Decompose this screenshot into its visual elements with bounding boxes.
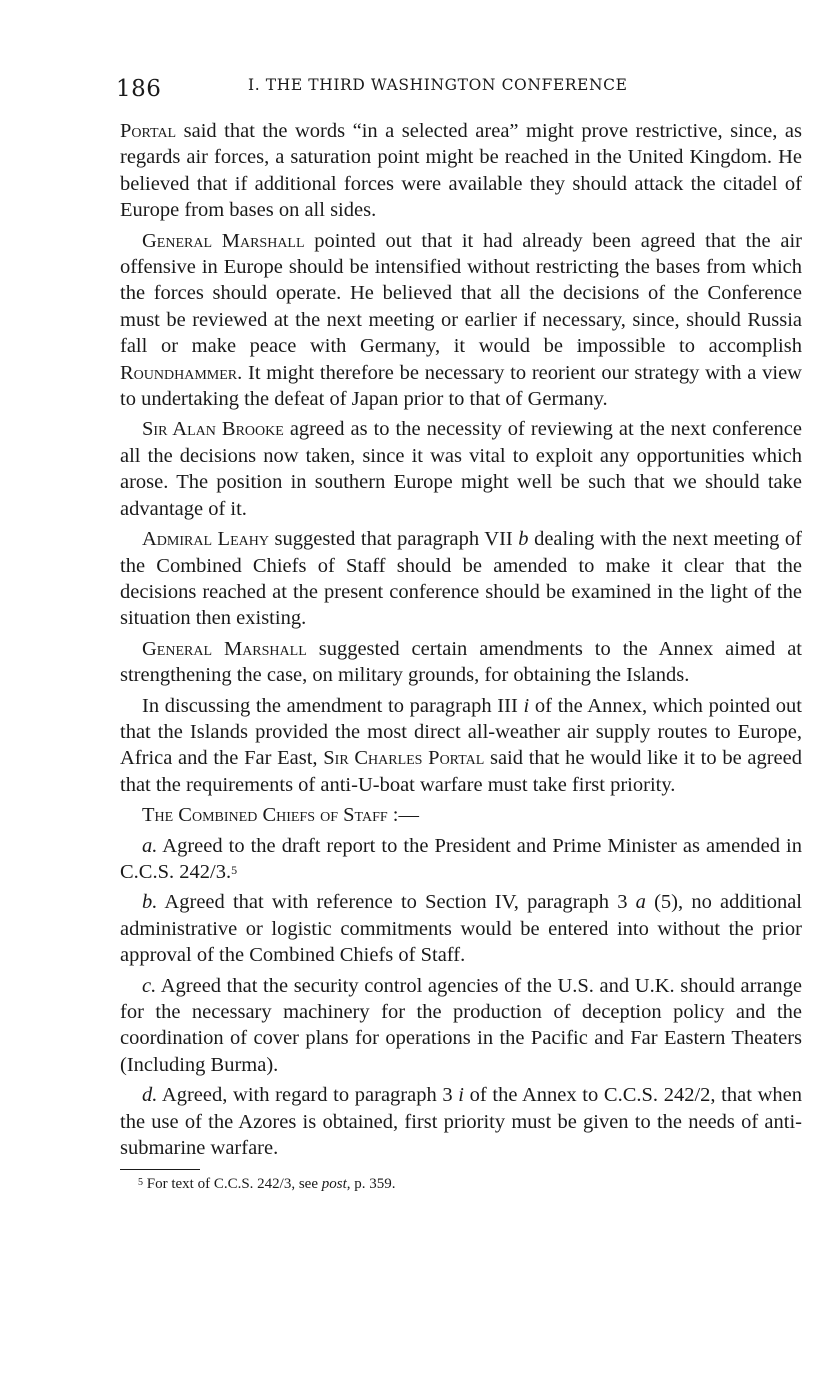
paragraph-ref: a — [635, 891, 646, 914]
paragraph-brooke — [120, 416, 802, 522]
speaker-name: Admiral Leahy — [142, 528, 269, 551]
body-text — [120, 118, 802, 1161]
paragraph-annex-discussion — [120, 693, 802, 799]
paragraph-text: said that he would like it to be agreed that the requirements of anti-U-boat warfare must take first priority. — [120, 747, 802, 796]
paragraph-text: Agreed, with regard to paragraph 3 — [157, 1084, 459, 1107]
paragraph-text: Agreed that the security control agencies of the U.S. and U.K. should arrange for the necessary machinery for the production of deception policy and the coordination of cover plans for operations in the Pacific and Far Eastern Theaters (Including Burma). — [120, 974, 802, 1076]
paragraph-text: dealing with the next meeting of the Combined Chiefs of Staff should be amended to make it clear that the decisions reached at the present conference should be examined in the light of the situation then existing. — [120, 528, 802, 630]
paragraph-leahy — [120, 526, 802, 632]
paragraph-ref: i — [458, 1084, 464, 1107]
decision-item-a — [120, 833, 802, 886]
speaker-name: General Marshall — [142, 229, 305, 252]
paragraph-text: Agreed to the draft report to the President and Prime Minister as amended in C.C.S. 242/3. — [120, 834, 802, 883]
page-header — [116, 74, 802, 108]
running-head: I. THE THIRD WASHINGTON CONFERENCE — [248, 76, 628, 94]
footnote-marker: 5 — [138, 1177, 143, 1189]
decision-item-d — [120, 1082, 802, 1161]
paragraph-ref: i — [523, 694, 530, 717]
speaker-name: Sir Charles Portal — [323, 747, 485, 770]
operation-codename: Roundhammer — [120, 361, 238, 384]
footnote-text: For text of C.C.S. 242/3, see — [143, 1176, 322, 1193]
paragraph-text: :— — [387, 804, 419, 827]
decision-item-c — [120, 973, 802, 1079]
paragraph-text: suggested certain amendments to the Annex aimed at strengthening the case, on military grounds, for obtaining the Islands. — [120, 637, 802, 687]
page-number: 186 — [116, 76, 162, 102]
paragraph-text: In discussing the amendment to paragraph III — [142, 694, 524, 717]
paragraph-ref: b — [518, 528, 529, 551]
paragraph-text: of the Annex to C.C.S. 242/2, that when the use of the Azores is obtained, first priority must be given to the needs of anti-submarine warfare. — [120, 1084, 802, 1160]
speaker-name: The Combined Chiefs of Staff — [142, 804, 388, 827]
footnote-text: , p. 359. — [346, 1176, 396, 1193]
item-label: d. — [142, 1084, 158, 1107]
paragraph-marshall-1 — [120, 228, 802, 413]
paragraph-text: said that the words “in a selected area” might prove restrictive, since, as regards air forces, a saturation point might be reached in the United Kingdom. He believed that if additional forces were available they should attack the citadel of Europe from bases on all sides. — [120, 120, 802, 222]
paragraph-text: . It might therefore be necessary to reorient our strategy with a view to undertaking the defeat of Japan prior to that of Germany. — [120, 361, 802, 411]
paragraph-text: pointed out that it had already been agreed that the air offensive in Europe should be intensified without restricting the bases from which the forces should operate. He believed that all the decisions of the Conference must be reviewed at the next meeting or earlier if necessary, since, should Russia fall or make peace with Germany, it would be impossible to accomplish — [120, 229, 802, 358]
item-label: c. — [142, 974, 157, 997]
decision-item-b — [120, 889, 802, 968]
paragraph-portal — [120, 118, 802, 224]
paragraph-text: agreed as to the necessity of reviewing at the next conference all the decisions now taken, since it was vital to exploit any opportunities which arose. The position in southern Europe might well be such that we should take advantage of it. — [120, 418, 802, 520]
paragraph-ccs-heading — [120, 802, 802, 828]
speaker-name: Portal — [120, 120, 177, 142]
paragraph-text: (5), no additional administrative or logistic commitments would be entered into without the prior approval of the Combined Chiefs of Staff. — [120, 891, 802, 967]
paragraph-marshall-2 — [120, 636, 802, 689]
document-page — [116, 74, 802, 1194]
footnote-divider — [120, 1169, 200, 1170]
item-label: a. — [142, 834, 158, 857]
speaker-name: General Marshall — [142, 637, 307, 660]
footnote — [138, 1174, 802, 1194]
paragraph-text: Agreed that with reference to Section IV, paragraph 3 — [157, 891, 636, 914]
footnote-ref: post — [321, 1176, 347, 1193]
speaker-name: Sir Alan Brooke — [142, 418, 284, 441]
paragraph-text: suggested that paragraph VII — [268, 528, 519, 551]
paragraph-text: of the Annex, which pointed out that the Islands provided the most direct all-weather air supply routes to Europe, Africa and the Far East, — [120, 694, 802, 770]
footnote-ref: 5 — [231, 862, 238, 877]
item-label: b. — [142, 891, 158, 914]
